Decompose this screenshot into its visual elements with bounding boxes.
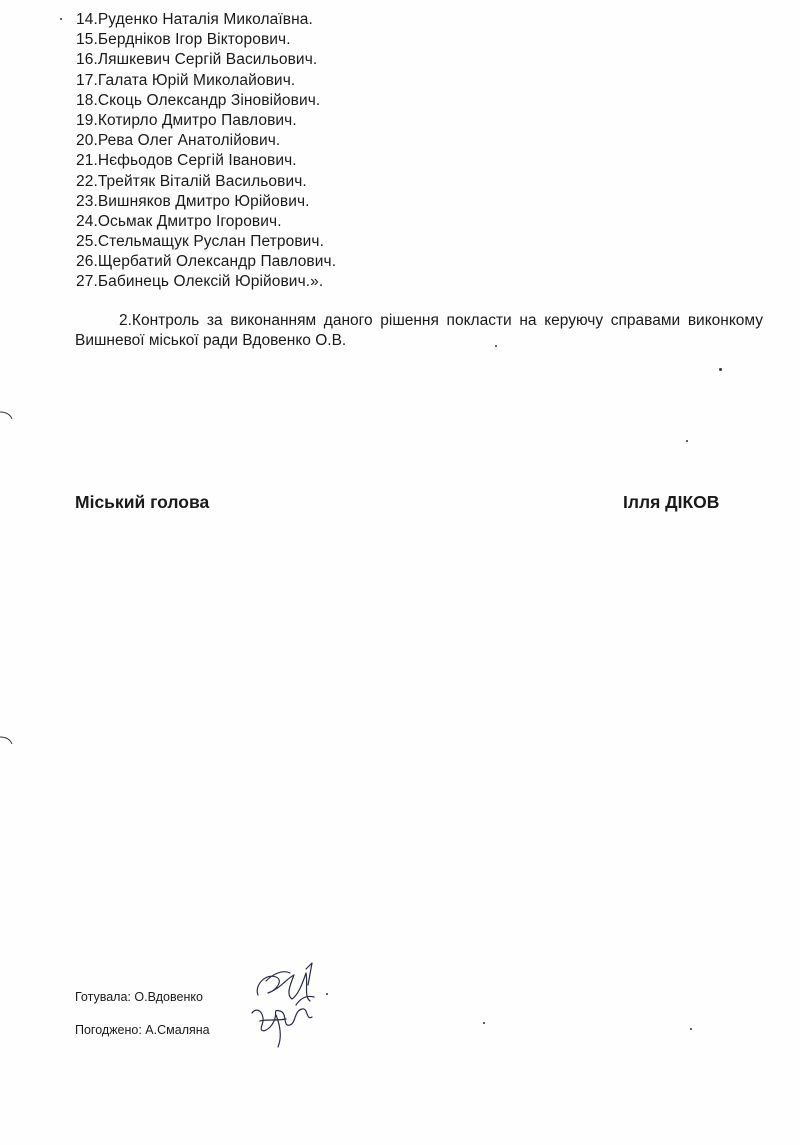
list-item: 25.Стельмащук Руслан Петрович.: [76, 233, 324, 251]
scan-speck: [686, 440, 688, 442]
prepared-by: Готувала: О.Вдовенко: [75, 990, 203, 1004]
list-item: 27.Бабинець Олексій Юрійович.».: [76, 273, 324, 291]
control-paragraph: 2.Контроль за виконанням даного рішення покласти на керуючу справами виконкому Вишневої міської ради Вдовенко О.В.: [75, 312, 763, 349]
list-item: 15.Бердніков Ігор Вікторович.: [76, 31, 291, 49]
punch-mark: [0, 410, 14, 420]
list-item: 20.Рева Олег Анатолійович.: [76, 132, 281, 150]
scan-speck: [690, 1028, 692, 1030]
position-title: Міський голова: [75, 492, 210, 512]
list-item: 21.Нєфьодов Сергій Іванович.: [76, 152, 297, 170]
member-list: [76, 10, 336, 293]
signer-name: Ілля ДІКОВ: [623, 492, 720, 512]
list-item: 26.Щербатий Олександр Павлович.: [76, 253, 337, 271]
scan-speck: [719, 368, 722, 371]
list-item: 16.Ляшкевич Сергій Васильович.: [76, 51, 318, 69]
list-item: 17.Галата Юрій Миколайович.: [76, 71, 296, 89]
list-item: 22.Трейтяк Віталій Васильович.: [76, 172, 307, 190]
list-item: 14.Руденко Наталія Миколаївна.: [76, 11, 313, 28]
scan-speck: [483, 1022, 485, 1024]
agreed-with: Погоджено: А.Смаляна: [75, 1023, 210, 1037]
scan-speck: [60, 18, 62, 20]
list-item: 18.Скоць Олександр Зіновійович.: [76, 91, 321, 109]
scan-speck: [495, 345, 497, 347]
punch-mark: [0, 735, 14, 745]
list-item: 24.Осьмак Дмитро Ігорович.: [76, 212, 282, 230]
list-item: 23.Вишняков Дмитро Юрійович.: [76, 192, 310, 210]
handwritten-signature: [236, 955, 336, 1055]
list-item: 19.Котирло Дмитро Павлович.: [76, 111, 297, 129]
scan-speck: [326, 993, 328, 995]
